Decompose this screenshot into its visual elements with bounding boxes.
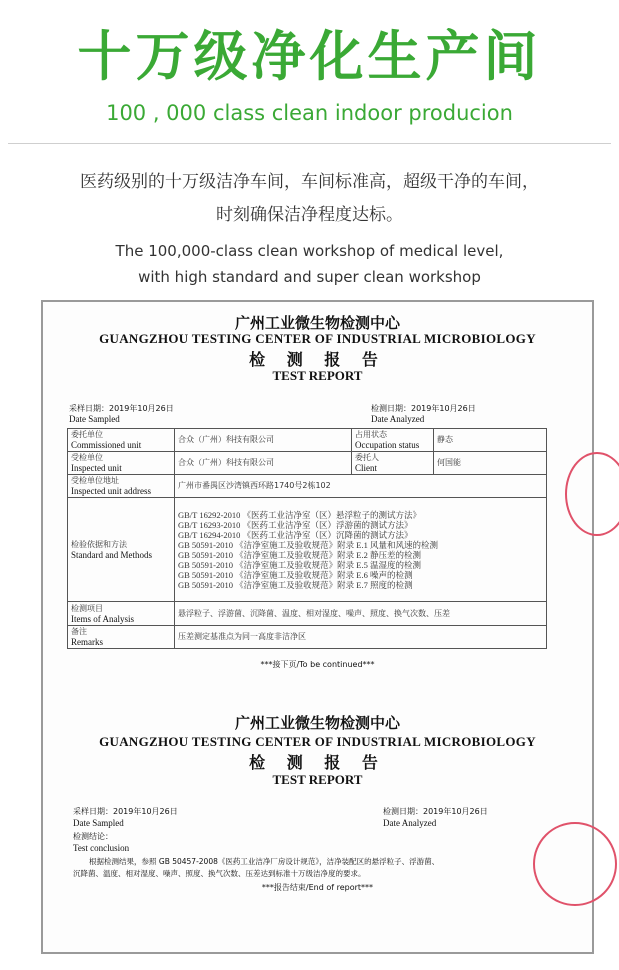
cell-standards-list bbox=[175, 498, 547, 602]
cell-address-value: 广州市番禺区沙湾镇西环路1740号2栋102 bbox=[175, 475, 547, 498]
cell-inspected-label: 受检单位 Inspected unit bbox=[68, 452, 175, 475]
cell-occupation-label: 占用状态 Occupation status bbox=[352, 429, 434, 452]
cell-commissioned-label: 委托单位 Commissioned unit bbox=[68, 429, 175, 452]
report2-sample-date: 采样日期：2019年10月26日 bbox=[73, 807, 178, 816]
divider bbox=[8, 143, 611, 144]
report2-org-cn: 广州工业微生物检测中心 bbox=[234, 714, 400, 732]
cell-address-label: 受检单位地址 Inspected unit address bbox=[68, 475, 175, 498]
report2-end: ***报告结束/End of report*** bbox=[261, 883, 374, 892]
intro-cn-line-2: 时刻确保洁净程度达标。 bbox=[216, 205, 403, 225]
report2-org-en: GUANGZHOU TESTING CENTER OF INDUSTRIAL MICROBIOLOGY bbox=[99, 734, 536, 749]
intro-cn-line-1: 医药级别的十万级洁净车间，车间标准高，超级干净的车间， bbox=[80, 172, 539, 192]
report2-analysis-date-en: Date Analyzed bbox=[383, 818, 437, 828]
intro-en-line-1: The 100,000-class clean workshop of medical level, bbox=[115, 242, 504, 260]
report2-conclusion-label: 检测结论： bbox=[73, 832, 113, 841]
report2-conclusion-line-2: 沉降菌、温度、相对湿度、噪声、照度、换气次数、压差达到标准十万级洁净度的要求。 bbox=[73, 869, 366, 878]
report2-conclusion-label-en: Test conclusion bbox=[73, 843, 130, 853]
cell-items-value: 悬浮粒子、浮游菌、沉降菌、温度、相对湿度、噪声、照度、换气次数、压差 bbox=[175, 602, 547, 626]
cell-commissioned-value: 合众（广州）科技有限公司 bbox=[175, 429, 352, 452]
intro-en-line-2: with high standard and super clean workshop bbox=[138, 268, 481, 286]
report2-analysis-date: 检测日期：2019年10月26日 bbox=[383, 807, 488, 816]
report2-sample-date-en: Date Sampled bbox=[73, 818, 124, 828]
cell-remarks-label: 备注 Remarks bbox=[68, 626, 175, 649]
standard-line: GB 50591-2010 《洁净室施工及验收规范》附录 E.5 温湿度的检测 bbox=[178, 559, 421, 570]
report1-title-cn: 检 测 报 告 bbox=[249, 350, 386, 369]
report1-analysis-date-en: Date Analyzed bbox=[371, 414, 425, 424]
report1-title-en: TEST REPORT bbox=[272, 368, 363, 383]
cell-standard-label: 检验依据和方法 Standard and Methods bbox=[68, 498, 175, 602]
report1-analysis-date: 检测日期：2019年10月26日 bbox=[371, 404, 476, 413]
cell-items-label: 检测项目 Items of Analysis bbox=[68, 602, 175, 626]
standard-line: GB/T 16293-2010 《医药工业洁净室（区）浮游菌的测试方法》 bbox=[178, 519, 413, 530]
standard-line: GB 50591-2010 《洁净室施工及验收规范》附录 E.7 照度的检测 bbox=[178, 579, 413, 590]
red-seal-stamp-2 bbox=[533, 822, 617, 906]
cell-occupation-value: 静态 bbox=[434, 429, 547, 452]
red-seal-stamp bbox=[565, 452, 619, 536]
report1-sample-date: 采样日期：2019年10月26日 bbox=[69, 404, 174, 413]
page-title: 十万级净化生产间 bbox=[77, 25, 542, 88]
standard-line: GB 50591-2010 《洁净室施工及验收规范》附录 E.6 噪声的检测 bbox=[178, 569, 413, 580]
cell-client-value: 何国能 bbox=[434, 452, 547, 475]
report1-continued: ***接下页/To be continued*** bbox=[260, 660, 375, 669]
page-subtitle: 100 , 000 class clean indoor producion bbox=[106, 101, 513, 125]
report1-org-en: GUANGZHOU TESTING CENTER OF INDUSTRIAL MICROBIOLOGY bbox=[99, 331, 536, 346]
cell-remarks-value: 压差测定基准点为同一高度非洁净区 bbox=[175, 626, 547, 649]
report2-title-en: TEST REPORT bbox=[272, 772, 363, 787]
report2-conclusion-line-1: 根据检测结果，参照 GB 50457-2008《医药工业洁净厂房设计规范》，洁净装配区的悬浮粒子、浮游菌、 bbox=[89, 857, 440, 866]
report1-sample-date-en: Date Sampled bbox=[69, 414, 120, 424]
report1-org-cn: 广州工业微生物检测中心 bbox=[234, 314, 400, 332]
cell-client-label: 委托人 Client bbox=[352, 452, 434, 475]
standard-line: GB/T 16294-2010 《医药工业洁净室（区）沉降菌的测试方法》 bbox=[178, 529, 413, 540]
report1-table bbox=[67, 428, 547, 649]
standard-line: GB 50591-2010 《洁净室施工及验收规范》附录 E.1 风量和风速的检测 bbox=[178, 539, 438, 550]
report2-title-cn: 检 测 报 告 bbox=[249, 753, 386, 772]
test-report-image bbox=[41, 300, 594, 954]
standard-line: GB 50591-2010 《洁净室施工及验收规范》附录 E.2 静压差的检测 bbox=[178, 549, 421, 560]
standard-line: GB/T 16292-2010 《医药工业洁净室（区）悬浮粒子的测试方法》 bbox=[178, 509, 422, 520]
cell-inspected-value: 合众（广州）科技有限公司 bbox=[175, 452, 352, 475]
